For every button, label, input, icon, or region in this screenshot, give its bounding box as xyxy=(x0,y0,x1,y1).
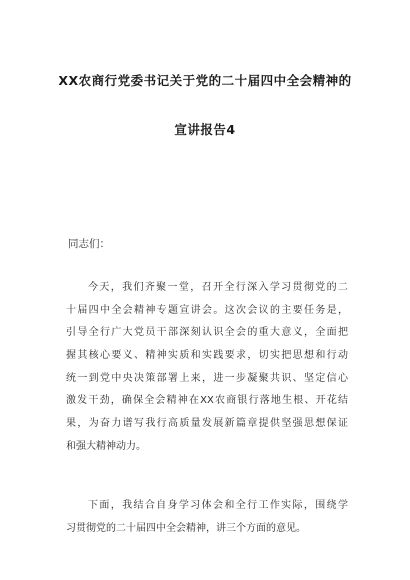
paragraph-line: 果，为奋力谱写我行高质量发展新篇章提供坚强思想保证 xyxy=(66,418,348,430)
paragraph-2 xyxy=(66,495,348,540)
document-title-line-1: XX农商行党委书记关于党的二十届四中全会精神的 xyxy=(58,73,352,88)
paragraph-line: 今天，我们齐聚一堂，召开全行深入学习贯彻党的二 xyxy=(88,282,348,293)
paragraph-line: 引导全行广大党员干部深刻认识全会的重大意义，全面把 xyxy=(66,327,348,339)
paragraph-line: 统一到党中央决策部署上来，进一步凝聚共识、坚定信心 xyxy=(66,372,348,384)
paragraph-line: 习贯彻党的二十届四中全会精神，讲三个方面的意见。 xyxy=(66,522,306,534)
paragraph-1 xyxy=(66,277,348,459)
document-title-line-2: 宣讲报告4 xyxy=(174,122,236,137)
salutation: 同志们： xyxy=(68,238,110,250)
paragraph-line: 和强大精神动力。 xyxy=(66,440,146,452)
paragraph-line: 激发干劲，确保全会精神在XX农商银行落地生根、开花结 xyxy=(66,395,348,407)
paragraph-line: 十届四中全会精神专题宣讲会。这次会议的主要任务是， xyxy=(66,304,348,316)
paragraph-line: 握其核心要义、精神实质和实践要求，切实把思想和行动 xyxy=(66,350,348,362)
paragraph-line: 下面，我结合自身学习体会和全行工作实际，围绕学 xyxy=(88,500,348,511)
